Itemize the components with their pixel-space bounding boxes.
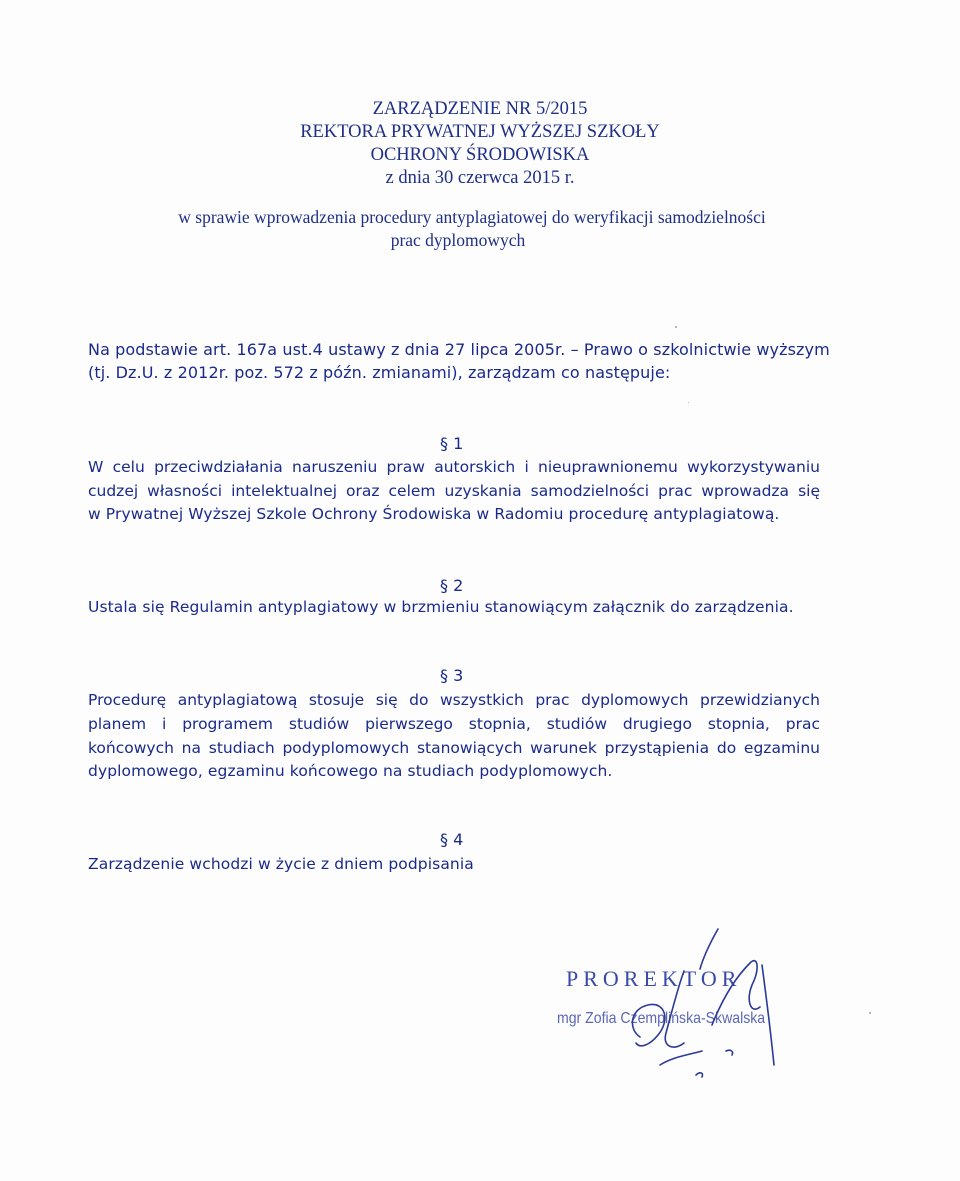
section-4-line-1: Zarządzenie wchodzi w życie z dniem podpisania xyxy=(88,855,474,873)
section-2-mark: § 2 xyxy=(440,576,464,595)
issuer-line-1: REKTORA PRYWATNEJ WYŻSZEJ SZKOŁY xyxy=(300,122,660,142)
section-1-line-1: W celu przeciwdziałania naruszeniu praw autorskich i nieuprawnionemu wykorzystywaniu xyxy=(88,458,820,476)
document-date: z dnia 30 czerwca 2015 r. xyxy=(385,168,575,188)
stamp-name: mgr Zofia Czemplińska-Skwalska xyxy=(557,1010,766,1027)
preamble-line-2: (tj. Dz.U. z 2012r. poz. 572 z późn. zmianami), zarządzam co następuje: xyxy=(88,363,671,382)
subject-line-1: w sprawie wprowadzenia procedury antyplagiatowej do weryfikacji samodzielności xyxy=(178,207,766,227)
section-3-line-2: planem i programem studiów pierwszego stopnia, studiów drugiego stopnia, prac xyxy=(88,715,820,733)
section-1-line-3: w Prywatnej Wyższej Szkole Ochrony Środowiska w Radomiu procedurę antyplagiatową. xyxy=(88,505,780,523)
scan-speck xyxy=(869,1012,871,1014)
section-3-mark: § 3 xyxy=(440,666,464,685)
section-4-mark: § 4 xyxy=(440,830,464,849)
stamp-title: PROREKTOR xyxy=(566,966,742,991)
handwritten-signature xyxy=(600,925,800,1085)
preamble-line-1: Na podstawie art. 167a ust.4 ustawy z dnia 27 lipca 2005r. – Prawo o szkolnictwie wyższym xyxy=(88,340,830,359)
section-2-line-1: Ustala się Regulamin antyplagiatowy w brzmieniu stanowiącym załącznik do zarządzenia. xyxy=(88,598,794,616)
scan-speck xyxy=(688,402,689,403)
section-3-line-4: dyplomowego, egzaminu końcowego na studiach podyplomowych. xyxy=(88,762,613,780)
subject-line-2: prac dyplomowych xyxy=(390,230,526,250)
section-1-mark: § 1 xyxy=(440,434,464,453)
document-title: ZARZĄDZENIE NR 5/2015 xyxy=(372,99,588,119)
scan-speck xyxy=(675,326,677,328)
section-3-line-1: Procedurę antyplagiatową stosuje się do wszystkich prac dyplomowych przewidzianych xyxy=(88,691,820,709)
section-1-line-2: cudzej własności intelektualnej oraz celem uzyskania samodzielności prac wprowadza się xyxy=(88,482,820,500)
issuer-line-2: OCHRONY ŚRODOWISKA xyxy=(370,145,590,165)
section-3-line-3: końcowych na studiach podyplomowych stanowiących warunek przystąpienia do egzaminu xyxy=(88,739,820,757)
